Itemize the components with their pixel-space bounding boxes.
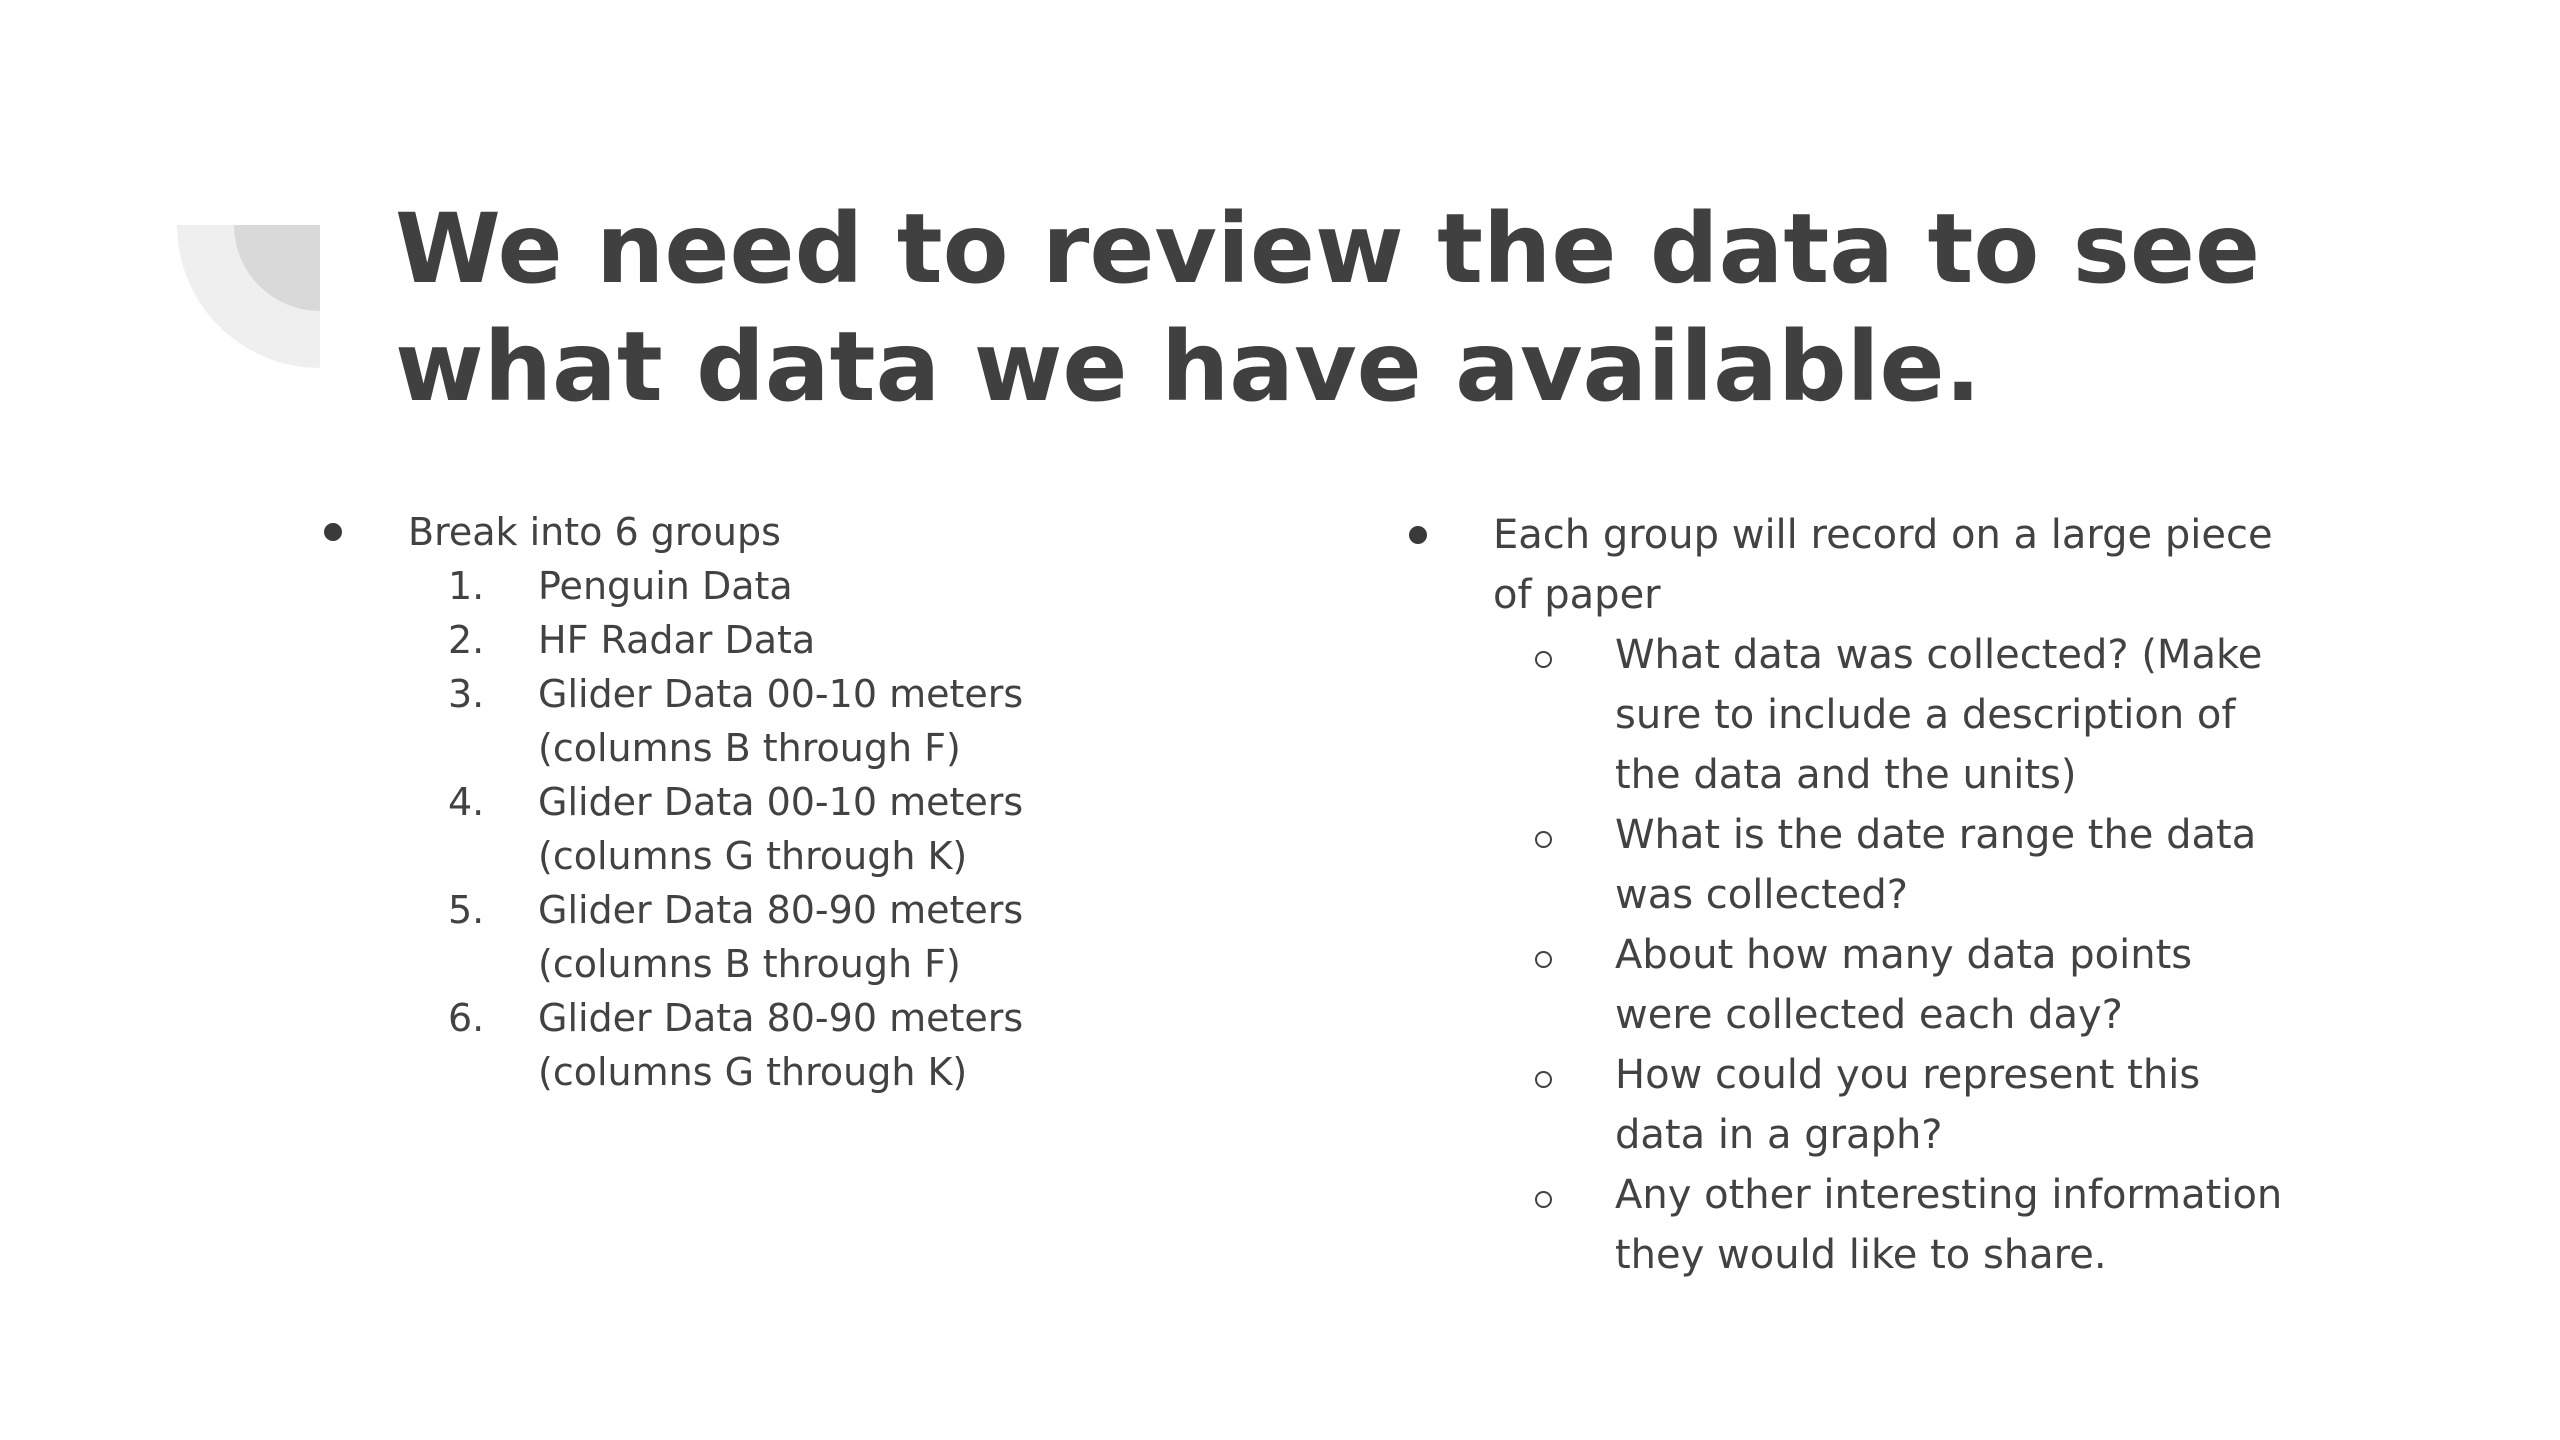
list-item bbox=[1535, 625, 2285, 805]
left-bullet bbox=[320, 505, 1200, 559]
quarter-circle-decoration bbox=[177, 225, 320, 368]
list-item-text: Glider Data 80-90 meters (columns B through F) bbox=[538, 888, 1024, 986]
bullet-circle-icon bbox=[1535, 625, 1615, 685]
list-item-text: Glider Data 00-10 meters (columns G through K) bbox=[538, 780, 1024, 878]
bullet-circle-icon bbox=[1535, 805, 1615, 865]
list-item-text: HF Radar Data bbox=[538, 618, 816, 662]
bullet-circle-icon bbox=[1535, 1045, 1615, 1105]
left-bullet-text: Break into 6 groups bbox=[408, 510, 781, 554]
list-number: 3. bbox=[448, 672, 485, 716]
list-number: 2. bbox=[448, 618, 485, 662]
list-item bbox=[408, 613, 1200, 667]
left-column bbox=[320, 505, 1200, 1099]
list-item bbox=[408, 991, 1200, 1099]
list-number: 6. bbox=[448, 996, 485, 1040]
bullet-disc-icon bbox=[1405, 505, 1493, 565]
list-number: 5. bbox=[448, 888, 485, 932]
record-list bbox=[1405, 625, 2285, 1285]
right-bullet bbox=[1405, 505, 2285, 625]
bullet-disc-icon bbox=[320, 505, 408, 559]
list-item bbox=[408, 667, 1200, 775]
list-number: 1. bbox=[448, 564, 485, 608]
right-column bbox=[1405, 505, 2285, 1285]
right-bullet-text: Each group will record on a large piece of paper bbox=[1493, 512, 2273, 618]
list-item-text: Any other interesting information they would like to share. bbox=[1615, 1172, 2283, 1278]
list-item-text: How could you represent this data in a graph? bbox=[1615, 1052, 2201, 1158]
list-item bbox=[408, 559, 1200, 613]
list-number: 4. bbox=[448, 780, 485, 824]
list-item-text: Glider Data 00-10 meters (columns B through F) bbox=[538, 672, 1024, 770]
list-item-text: What data was collected? (Make sure to include a description of the data and the units) bbox=[1615, 632, 2263, 798]
slide-title: We need to review the data to see what data we have available. bbox=[395, 193, 2261, 423]
list-item bbox=[408, 883, 1200, 991]
bullet-circle-icon bbox=[1535, 1165, 1615, 1225]
list-item bbox=[408, 775, 1200, 883]
bullet-circle-icon bbox=[1535, 925, 1615, 985]
list-item bbox=[1535, 1165, 2285, 1285]
list-item bbox=[1535, 1045, 2285, 1165]
list-item-text: What is the date range the data was collected? bbox=[1615, 812, 2257, 918]
group-list bbox=[320, 559, 1200, 1099]
list-item-text: Penguin Data bbox=[538, 564, 793, 608]
list-item bbox=[1535, 805, 2285, 925]
list-item-text: About how many data points were collected each day? bbox=[1615, 932, 2193, 1038]
list-item bbox=[1535, 925, 2285, 1045]
list-item-text: Glider Data 80-90 meters (columns G through K) bbox=[538, 996, 1024, 1094]
